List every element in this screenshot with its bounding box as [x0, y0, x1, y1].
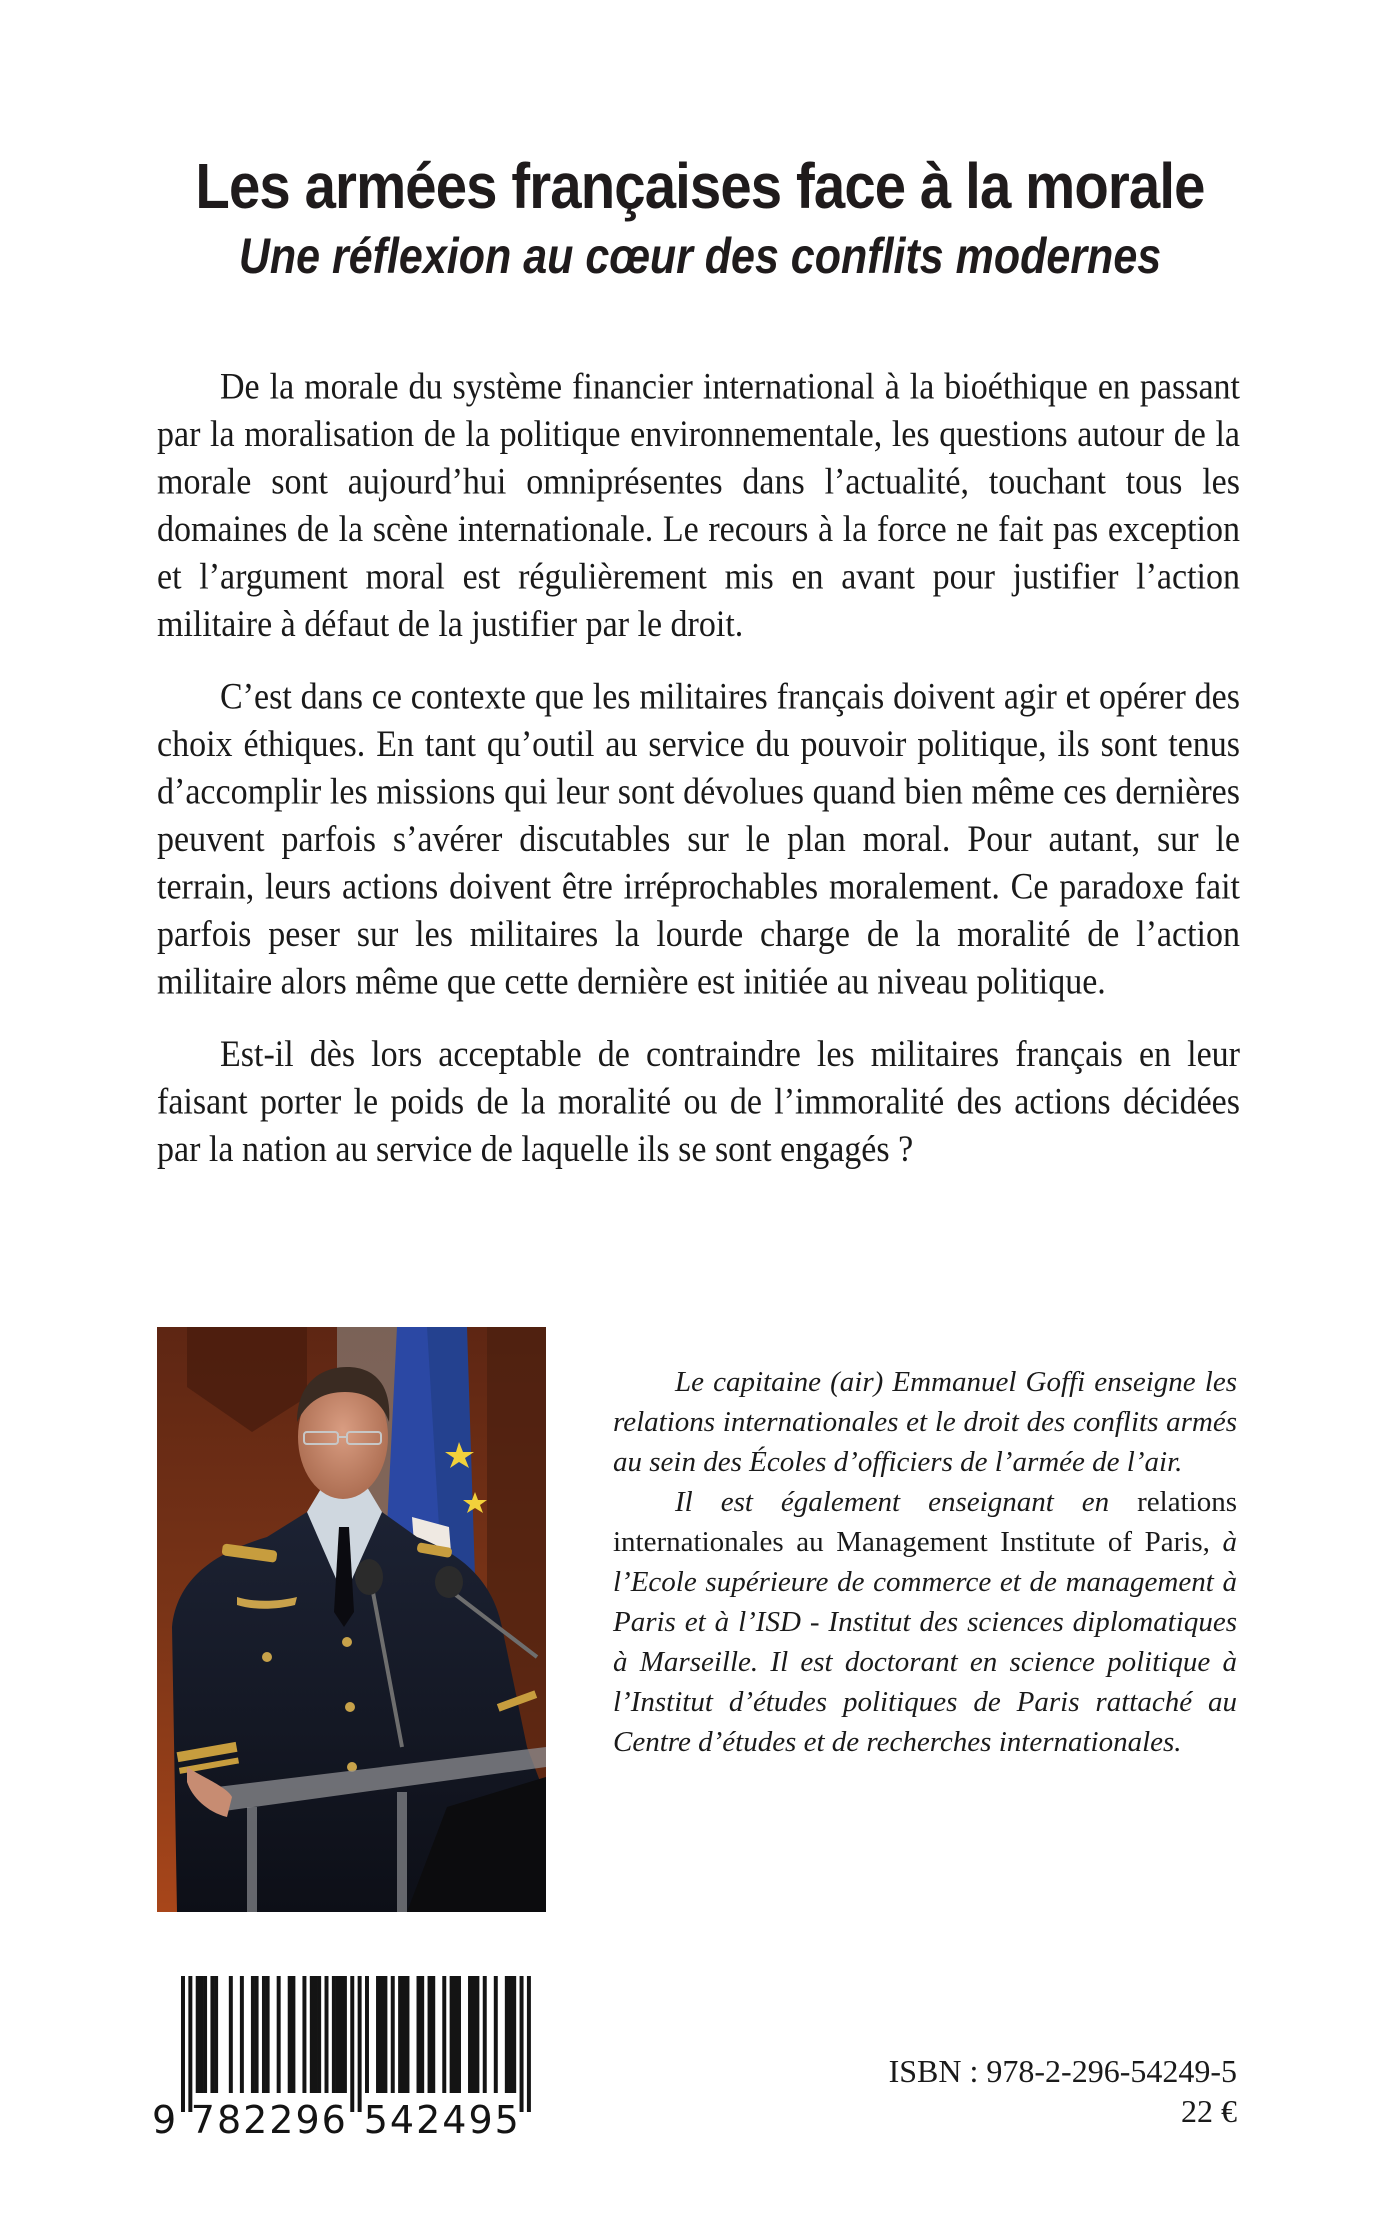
barcode-icon: [150, 1970, 535, 2140]
summary-paragraph-3: Est-il dès lors acceptable de contraindre les militaires français en leur faisant porter le poids de la moralité ou de l’immoralité des actions décidées par la nation au service de laquelle ils se sont engagés ?: [157, 1034, 1240, 1170]
svg-text:542495: 542495: [363, 2098, 521, 2140]
price-label: 22 €: [1181, 2093, 1237, 2129]
ean13-barcode: [150, 1970, 535, 2140]
svg-text:9: 9: [152, 2098, 179, 2140]
author-photo: [157, 1327, 546, 1912]
bio-paragraph-2-upright: relations internationales au Management Institute of Paris,: [613, 1486, 1238, 1558]
bio-paragraph-2: [613, 1482, 1237, 1762]
author-bio: [613, 1362, 1237, 1762]
book-title: Les armées françaises face à la morale: [195, 150, 1205, 222]
isbn-number: ISBN : 978-2-296-54249-5: [888, 2053, 1237, 2089]
bio-paragraph-2-italic-start: Il est également enseignant en: [675, 1486, 1110, 1518]
bio-paragraph-1: Le capitaine (air) Emmanuel Goffi enseigne les relations internationales et le droit des conflits armés au sein des Écoles d’officiers de l’armée de l’air.: [613, 1366, 1237, 1478]
summary-paragraph-2: C’est dans ce contexte que les militaires français doivent agir et opérer des choix éthiques. En tant qu’outil au service du pouvoir politique, ils sont tenus d’accomplir les missions qui leur sont dévolues quand bien même ces dernières peuvent parfois s’avérer discutables sur le plan moral. Pour autant, sur le terrain, leurs actions doivent être irréprochables moralement. Ce paradoxe fait parfois peser sur les militaires la lourde charge de la moralité de l’action militaire alors même que cette dernière est initiée au niveau politique.: [157, 677, 1240, 1003]
summary-paragraph-1: De la morale du système financier international à la bioéthique en passant par la moralisation de la politique environnementale, les questions autour de la morale sont aujourd’hui omniprésentes dans l’actualité, touchant tous les domaines de la scène internationale. Le recours à la force ne fait pas exception et l’argument moral est régulièrement mis en avant pour justifier l’action militaire à défaut de la justifier par le droit.: [157, 367, 1240, 645]
bio-paragraph-2-italic-end: à l’Ecole supérieure de commerce et de management à Paris et à l’ISD - Institut des sciences diplomatiques à Marseille. Il est doctorant en science politique à l’Institut d’études politiques de Paris rattaché au Centre d’études et de recherches internationales.: [613, 1526, 1237, 1758]
book-subtitle: Une réflexion au cœur des conflits modernes: [238, 228, 1162, 284]
svg-text:782296: 782296: [190, 2098, 348, 2140]
author-portrait-illustration: [157, 1327, 546, 1912]
back-cover-summary: [157, 364, 1240, 1174]
